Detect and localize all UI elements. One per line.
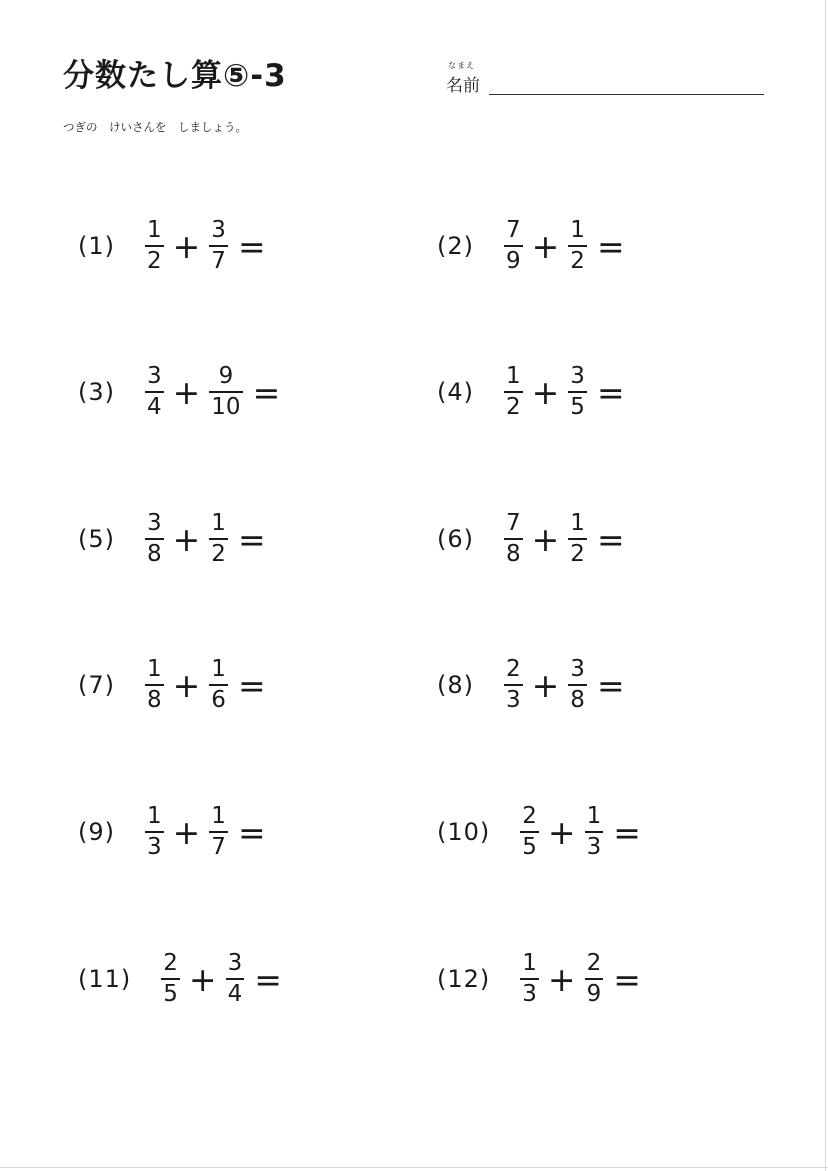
denominator: 2	[570, 541, 585, 567]
denominator: 8	[506, 541, 521, 567]
numerator: 3	[570, 656, 585, 682]
fraction-bar	[145, 391, 164, 393]
denominator: 4	[227, 981, 243, 1007]
problem-5	[78, 509, 266, 569]
denominator: 10	[211, 394, 241, 420]
numerator: 1	[570, 510, 585, 536]
fraction-bar	[209, 831, 228, 833]
numerator: 3	[147, 363, 162, 389]
fraction	[504, 511, 523, 567]
numerator: 1	[586, 803, 602, 829]
problem-10	[437, 802, 641, 862]
denominator: 3	[506, 687, 521, 713]
denominator: 8	[570, 687, 585, 713]
name-field	[446, 60, 766, 98]
fraction-bar	[504, 538, 523, 540]
numerator: 7	[506, 510, 521, 536]
fraction-bar	[145, 684, 164, 686]
problem-4	[437, 362, 625, 422]
plus-sign: +	[188, 959, 217, 999]
equals-sign: =	[596, 226, 625, 266]
numerator: 1	[147, 217, 162, 243]
equals-sign: =	[252, 372, 281, 412]
numerator: 1	[211, 656, 226, 682]
plus-sign: +	[531, 665, 560, 705]
problem-number: (5)	[78, 525, 115, 553]
fraction	[585, 951, 604, 1007]
fraction	[520, 804, 539, 860]
fraction	[145, 218, 164, 274]
fraction-bar	[585, 978, 604, 980]
problem-6	[437, 509, 625, 569]
denominator: 2	[506, 394, 521, 420]
name-label: 名前	[446, 76, 480, 96]
page-edge	[825, 0, 826, 1171]
plus-sign: +	[531, 372, 560, 412]
name-write-line	[489, 94, 764, 95]
fraction-bar	[504, 391, 523, 393]
fraction-bar	[145, 245, 164, 247]
fraction	[145, 511, 164, 567]
problem-number: (4)	[437, 378, 474, 406]
equals-sign: =	[237, 519, 266, 559]
problem-number: (3)	[78, 378, 115, 406]
numerator: 2	[506, 656, 521, 682]
problem-2	[437, 216, 625, 276]
numerator: 2	[586, 950, 602, 976]
instructions: つぎの けいさんを しましょう。	[63, 120, 247, 134]
fraction-bar	[161, 978, 180, 980]
fraction-bar	[568, 245, 587, 247]
problem-number: (11)	[78, 965, 132, 993]
fraction-bar	[226, 978, 245, 980]
fraction-bar	[145, 538, 164, 540]
problem-number: (1)	[78, 232, 115, 260]
fraction	[209, 804, 228, 860]
problem-3	[78, 362, 280, 422]
equals-sign: =	[237, 812, 266, 852]
denominator: 9	[506, 248, 521, 274]
denominator: 5	[570, 394, 585, 420]
equals-sign: =	[613, 812, 641, 852]
numerator: 3	[147, 510, 162, 536]
fraction-bar	[209, 245, 228, 247]
worksheet-title: 分数たし算⑤-3	[63, 58, 287, 94]
fraction-bar	[568, 391, 587, 393]
fraction	[504, 364, 523, 420]
fraction	[161, 951, 180, 1007]
denominator: 2	[570, 248, 585, 274]
problem-1	[78, 216, 266, 276]
fraction	[568, 218, 587, 274]
equals-sign: =	[613, 959, 641, 999]
name-furigana: なまえ	[448, 61, 475, 70]
problem-number: (7)	[78, 671, 115, 699]
fraction	[209, 511, 228, 567]
numerator: 1	[570, 217, 585, 243]
problem-number: (8)	[437, 671, 474, 699]
denominator: 3	[586, 834, 602, 860]
fraction-bar	[568, 538, 587, 540]
fraction-bar	[145, 831, 164, 833]
fraction	[504, 657, 523, 713]
plus-sign: +	[531, 519, 560, 559]
denominator: 3	[147, 834, 162, 860]
numerator: 1	[522, 950, 537, 976]
fraction-bar	[585, 831, 604, 833]
equals-sign: =	[596, 372, 625, 412]
fraction	[568, 657, 587, 713]
plus-sign: +	[531, 226, 560, 266]
fraction	[145, 804, 164, 860]
equals-sign: =	[237, 665, 266, 705]
plus-sign: +	[172, 372, 201, 412]
equals-sign: =	[596, 665, 625, 705]
fraction	[209, 657, 228, 713]
numerator: 1	[506, 363, 521, 389]
numerator: 7	[506, 217, 521, 243]
plus-sign: +	[172, 812, 201, 852]
fraction-bar	[520, 978, 539, 980]
problem-number: (9)	[78, 818, 115, 846]
fraction-bar	[504, 684, 523, 686]
problem-12	[437, 949, 641, 1009]
numerator: 2	[522, 803, 537, 829]
fraction-bar	[209, 391, 242, 393]
equals-sign: =	[254, 959, 282, 999]
page-edge	[0, 1167, 828, 1168]
plus-sign: +	[547, 959, 576, 999]
problem-number: (12)	[437, 965, 491, 993]
denominator: 7	[211, 834, 226, 860]
denominator: 8	[147, 687, 162, 713]
problem-number: (6)	[437, 525, 474, 553]
denominator: 3	[522, 981, 537, 1007]
denominator: 7	[211, 248, 226, 274]
fraction	[520, 951, 539, 1007]
plus-sign: +	[172, 665, 201, 705]
numerator: 9	[218, 363, 234, 389]
numerator: 3	[570, 363, 585, 389]
fraction	[209, 364, 242, 420]
equals-sign: =	[596, 519, 625, 559]
fraction-bar	[209, 538, 228, 540]
fraction-bar	[504, 245, 523, 247]
numerator: 1	[211, 803, 226, 829]
denominator: 2	[211, 541, 226, 567]
fraction	[145, 364, 164, 420]
fraction-bar	[520, 831, 539, 833]
problem-number: (10)	[437, 818, 491, 846]
fraction	[209, 218, 228, 274]
denominator: 4	[147, 394, 162, 420]
equals-sign: =	[237, 226, 266, 266]
fraction-bar	[209, 684, 228, 686]
fraction	[568, 511, 587, 567]
denominator: 2	[147, 248, 162, 274]
plus-sign: +	[172, 519, 201, 559]
denominator: 6	[211, 687, 226, 713]
fraction	[585, 804, 604, 860]
problem-8	[437, 655, 625, 715]
plus-sign: +	[547, 812, 576, 852]
fraction	[145, 657, 164, 713]
numerator: 1	[147, 656, 162, 682]
fraction	[226, 951, 245, 1007]
denominator: 8	[147, 541, 162, 567]
denominator: 5	[163, 981, 178, 1007]
denominator: 9	[586, 981, 602, 1007]
numerator: 3	[227, 950, 243, 976]
fraction	[568, 364, 587, 420]
problem-9	[78, 802, 266, 862]
numerator: 1	[147, 803, 162, 829]
fraction-bar	[568, 684, 587, 686]
fraction	[504, 218, 523, 274]
problem-number: (2)	[437, 232, 474, 260]
numerator: 2	[163, 950, 178, 976]
plus-sign: +	[172, 226, 201, 266]
problem-7	[78, 655, 266, 715]
numerator: 3	[211, 217, 226, 243]
numerator: 1	[211, 510, 226, 536]
problem-11	[78, 949, 282, 1009]
denominator: 5	[522, 834, 537, 860]
